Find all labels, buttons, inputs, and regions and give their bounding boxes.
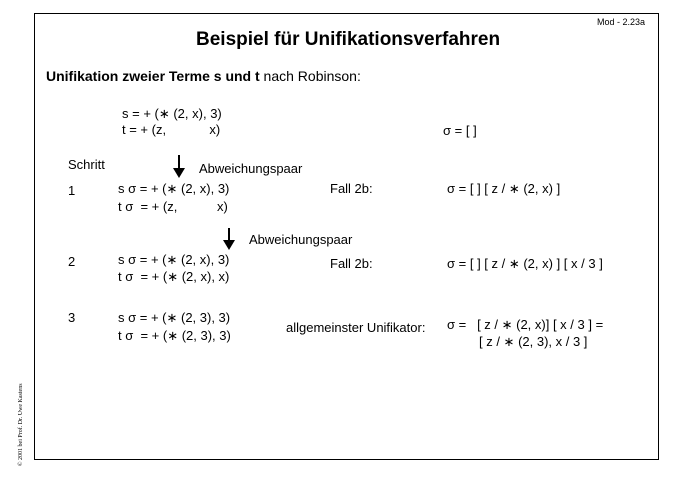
step-2-t-term: t σ = + (∗ (2, x), x) — [118, 269, 230, 284]
subtitle — [46, 68, 361, 84]
step-2-case: Fall 2b: — [330, 256, 373, 271]
subtitle-rest: nach Robinson: — [259, 68, 361, 84]
step-3-sigma-line-1: σ = [ z / ∗ (2, x)] [ x / 3 ] = — [447, 317, 604, 332]
step-3-sigma-line-2: [ z / ∗ (2, 3), x / 3 ] — [479, 334, 588, 349]
step-1-sigma: σ = [ ] [ z / ∗ (2, x) ] — [447, 181, 561, 196]
step-2-sigma: σ = [ ] [ z / ∗ (2, x) ] [ x / 3 ] — [447, 256, 603, 271]
initial-sigma: σ = [ ] — [443, 123, 477, 138]
step-3-case: allgemeinster Unifikator: — [286, 320, 426, 335]
step-3-s-term: s σ = + (∗ (2, 3), 3) — [118, 310, 231, 325]
step-2-number: 2 — [68, 254, 76, 269]
page-title: Beispiel für Unifikationsverfahren — [196, 29, 501, 50]
step-1-case: Fall 2b: — [330, 181, 373, 196]
step-1-t-term: t σ = + (z, x) — [118, 199, 228, 214]
arrow-down-icon — [223, 228, 235, 251]
deviation-pair-label-2: Abweichungspaar — [249, 232, 353, 247]
copyright-note: © 2001 bei Prof. Dr. Uwe Kastens — [18, 383, 24, 466]
subtitle-bold: Unifikation zweier Terme s und t — [46, 68, 260, 84]
initial-s-term: s = + (∗ (2, x), 3) — [122, 106, 222, 121]
arrow-down-icon — [173, 155, 185, 179]
initial-t-term: t = + (z, x) — [122, 122, 221, 137]
step-1-number: 1 — [68, 183, 76, 198]
step-column-label: Schritt — [68, 157, 105, 172]
step-2-s-term: s σ = + (∗ (2, x), 3) — [118, 252, 230, 267]
deviation-pair-label-1: Abweichungspaar — [199, 161, 303, 176]
step-1-s-term: s σ = + (∗ (2, x), 3) — [118, 181, 230, 196]
slide-id: Mod - 2.23a — [597, 17, 646, 27]
step-3-t-term: t σ = + (∗ (2, 3), 3) — [118, 328, 231, 343]
step-3-number: 3 — [68, 310, 76, 325]
